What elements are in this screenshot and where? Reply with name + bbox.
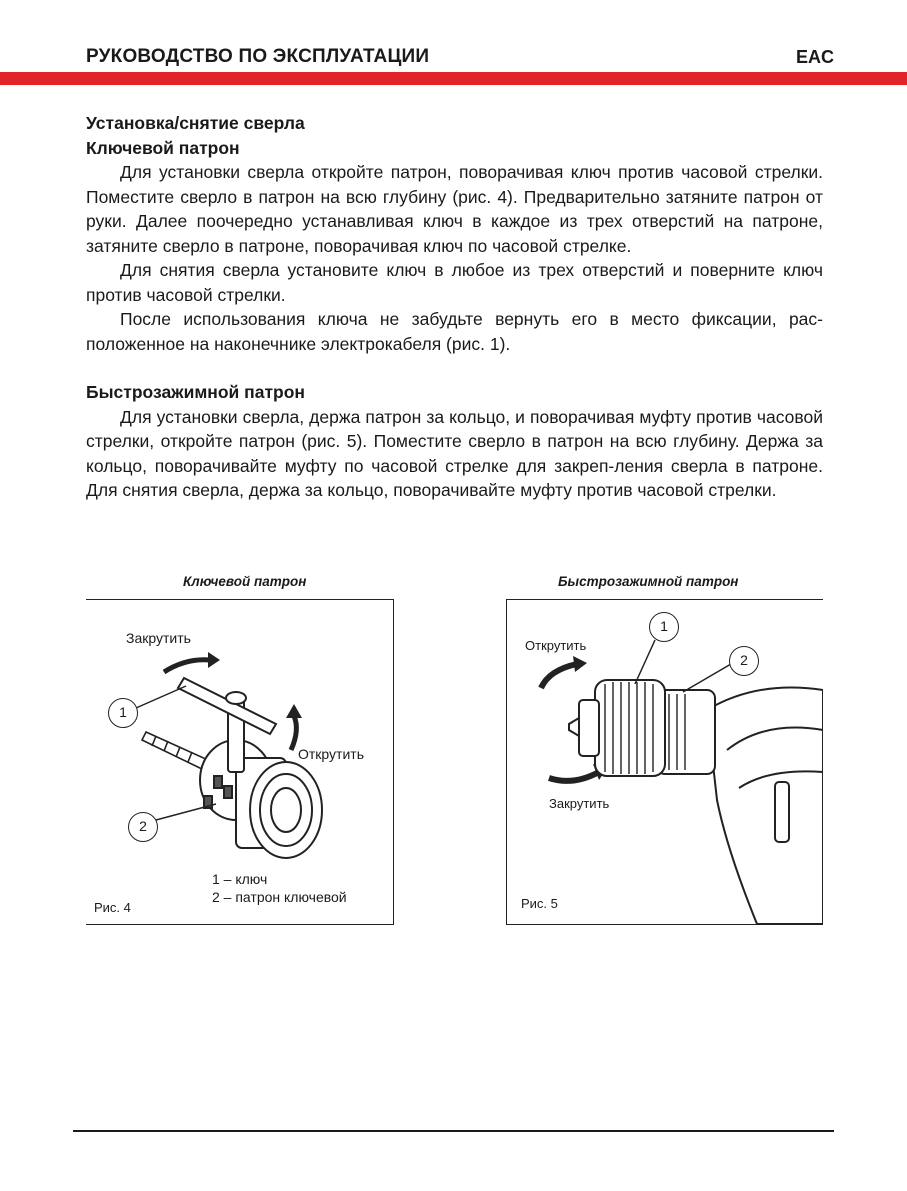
paragraph: После использования ключа не забудьте вернуть его в место фиксации, рас-положенное на наконечнике электрокабеля (рис. 1). bbox=[86, 309, 823, 354]
label-tighten: Закрутить bbox=[126, 630, 191, 646]
figure-5-caption: Быстрозажимной патрон bbox=[558, 574, 739, 589]
label-loosen: Открутить bbox=[525, 638, 587, 653]
figure-5 bbox=[506, 599, 823, 925]
paragraph: Для установки сверла, держа патрон за кольцо, и поворачивая муфту против часовой стрелки, откройте патрон (рис. 5). Поместите сверло в патрон на всю глубину. Держа за кольцо, поворачивайте муфту по часовой стрелке для закреп-ления сверла в патроне. Для снятия сверла, держа за кольцо, поворачивайте муфту против часовой стрелки. bbox=[86, 406, 823, 500]
callout-2: 2 bbox=[128, 812, 158, 842]
main-content bbox=[86, 111, 823, 503]
callout-2: 2 bbox=[729, 646, 759, 676]
label-loosen: Открутить bbox=[298, 746, 364, 762]
figure-4-number: Рис. 4 bbox=[94, 900, 131, 915]
legend-chuck: 2 – патрон ключевой bbox=[212, 889, 347, 905]
footer-divider bbox=[73, 1130, 834, 1132]
paragraph: Для установки сверла откройте патрон, поворачивая ключ против часовой стрелки. Поместите сверло в патрон на всю глубину (рис. 4). Предварительно затяните патрон от руки. Далее поочередно устанавливая ключ в каждое из трех отверстий на патроне, затяните сверло в патроне, поворачивая ключ по часовой стрелке. bbox=[86, 162, 823, 256]
page-header-title: РУКОВОДСТВО ПО ЭКСПЛУАТАЦИИ bbox=[86, 46, 430, 67]
paragraph: Для снятия сверла установите ключ в любое из трех отверстий и поверните ключ против часовой стрелки. bbox=[86, 260, 823, 305]
callout-1: 1 bbox=[108, 698, 138, 728]
figure-4 bbox=[86, 599, 394, 925]
eac-mark: EAC bbox=[795, 47, 834, 67]
legend-key: 1 – ключ bbox=[212, 871, 268, 887]
figure-5-number: Рис. 5 bbox=[521, 896, 558, 911]
subsection-title-keyless-chuck: Быстрозажимной патрон bbox=[86, 382, 305, 402]
section-title: Установка/снятие сверла bbox=[86, 113, 305, 133]
label-tighten: Закрутить bbox=[549, 796, 610, 811]
figure-4-caption: Ключевой патрон bbox=[183, 574, 307, 589]
callout-1: 1 bbox=[649, 612, 679, 642]
subsection-title-key-chuck: Ключевой патрон bbox=[86, 137, 240, 158]
header-red-band bbox=[0, 72, 907, 85]
